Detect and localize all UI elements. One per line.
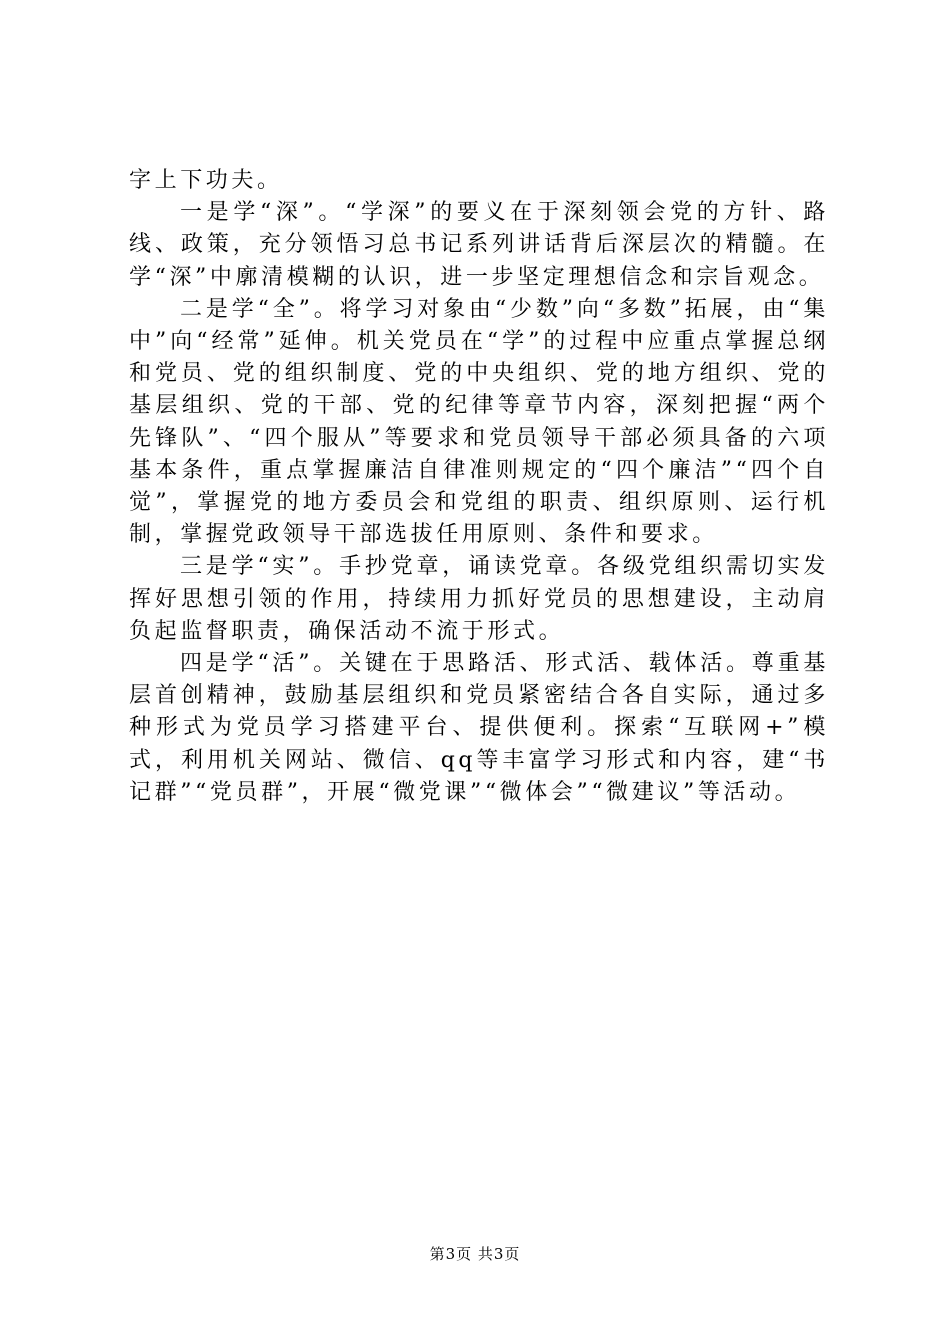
paragraph-study-comprehensive: 二是学“全”。将学习对象由“少数”向“多数”拓展，由“集中”向“经常”延伸。机关党员在“学”的过程中应重点掌握总纲和党员、党的组织制度、党的中央组织、党的地方组织、党的基层组织、党的干部、党的纪律等章节内容，深刻把握“两个先锋队”、“四个服从”等要求和党员领导干部必须具备的六项基本条件，重点掌握廉洁自律准则规定的“四个廉洁”“四个自觉”，掌握党的地方委员会和党组的职责、组织原则、运行机制，掌握党政领导干部选拔任用原则、条件和要求。 [129,296,829,548]
document-body [129,165,829,809]
paragraph-study-deep: 一是学“深”。“学深”的要义在于深刻领会党的方针、路线、政策，充分领悟习总书记系列讲话背后深层次的精髓。在学“深”中廓清模糊的认识，进一步坚定理想信念和宗旨观念。 [129,200,829,290]
paragraph-study-practical: 三是学“实”。手抄党章，诵读党章。各级党组织需切实发挥好思想引领的作用，持续用力抓好党员的思想建设，主动肩负起监督职责，确保活动不流于形式。 [129,554,829,644]
page-number: 第3页 共3页 [429,1245,521,1263]
paragraph-continuation: 字上下功夫。 [129,168,283,193]
paragraph-study-flexible: 四是学“活”。关键在于思路活、形式活、载体活。尊重基层首创精神，鼓励基层组织和党员紧密结合各自实际，通过多种形式为党员学习搭建平台、提供便利。探索“互联网+”模式，利用机关网站、微信、qq等丰富学习形式和内容，建“书记群”“党员群”，开展“微党课”“微体会”“微建议”等活动。 [129,651,829,805]
